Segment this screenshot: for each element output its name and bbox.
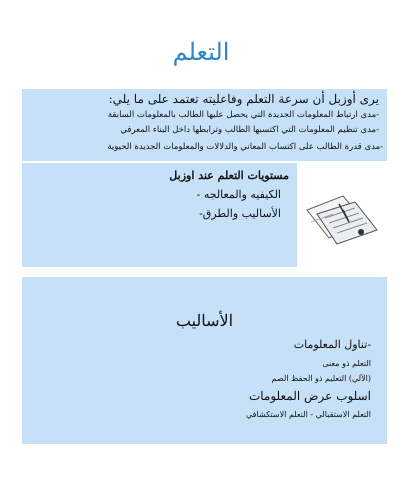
methods-item: اسلوب عرض المعلومات [248,389,371,403]
intro-heading: يرى أوزبل أن سرعة التعلم وفاعليته تعتمد على ما يلي: [108,92,379,106]
levels-box [22,163,297,267]
page-title: التعلم [172,38,230,66]
levels-heading: مستويات التعلم عند اوزبل [169,169,289,182]
intro-box [22,89,387,161]
levels-item: الكيفيه والمعالجه - [196,188,281,201]
papers-clipart-icon [303,192,381,246]
methods-item: -تناول المعلومات [293,338,371,351]
methods-subitem: التعلم ذو معنى [322,359,371,368]
levels-item: الأساليب والطرق- [199,207,281,220]
intro-item: -مدى قدرة الطالب على اكتساب المعاني والدلالات والمعلومات الجديدة الحيوية [107,142,383,152]
intro-item: -مدى ارتباط المعلومات الجديدة التي يحصل عليها الطالب بالمعلومات السابقة [107,110,379,120]
methods-box [22,277,387,444]
methods-subitem: (الآلي) التعليم ذو الحفظ الصم [271,374,371,383]
methods-title: الأساليب [175,311,234,330]
methods-subitem: التعلم الاستقبالي - التعلم الاستكشافي [246,410,371,419]
intro-item: -مدى تنظيم المعلومات التي اكتسبها الطالب وترابطها داخل البناء المعرفي [120,125,379,135]
